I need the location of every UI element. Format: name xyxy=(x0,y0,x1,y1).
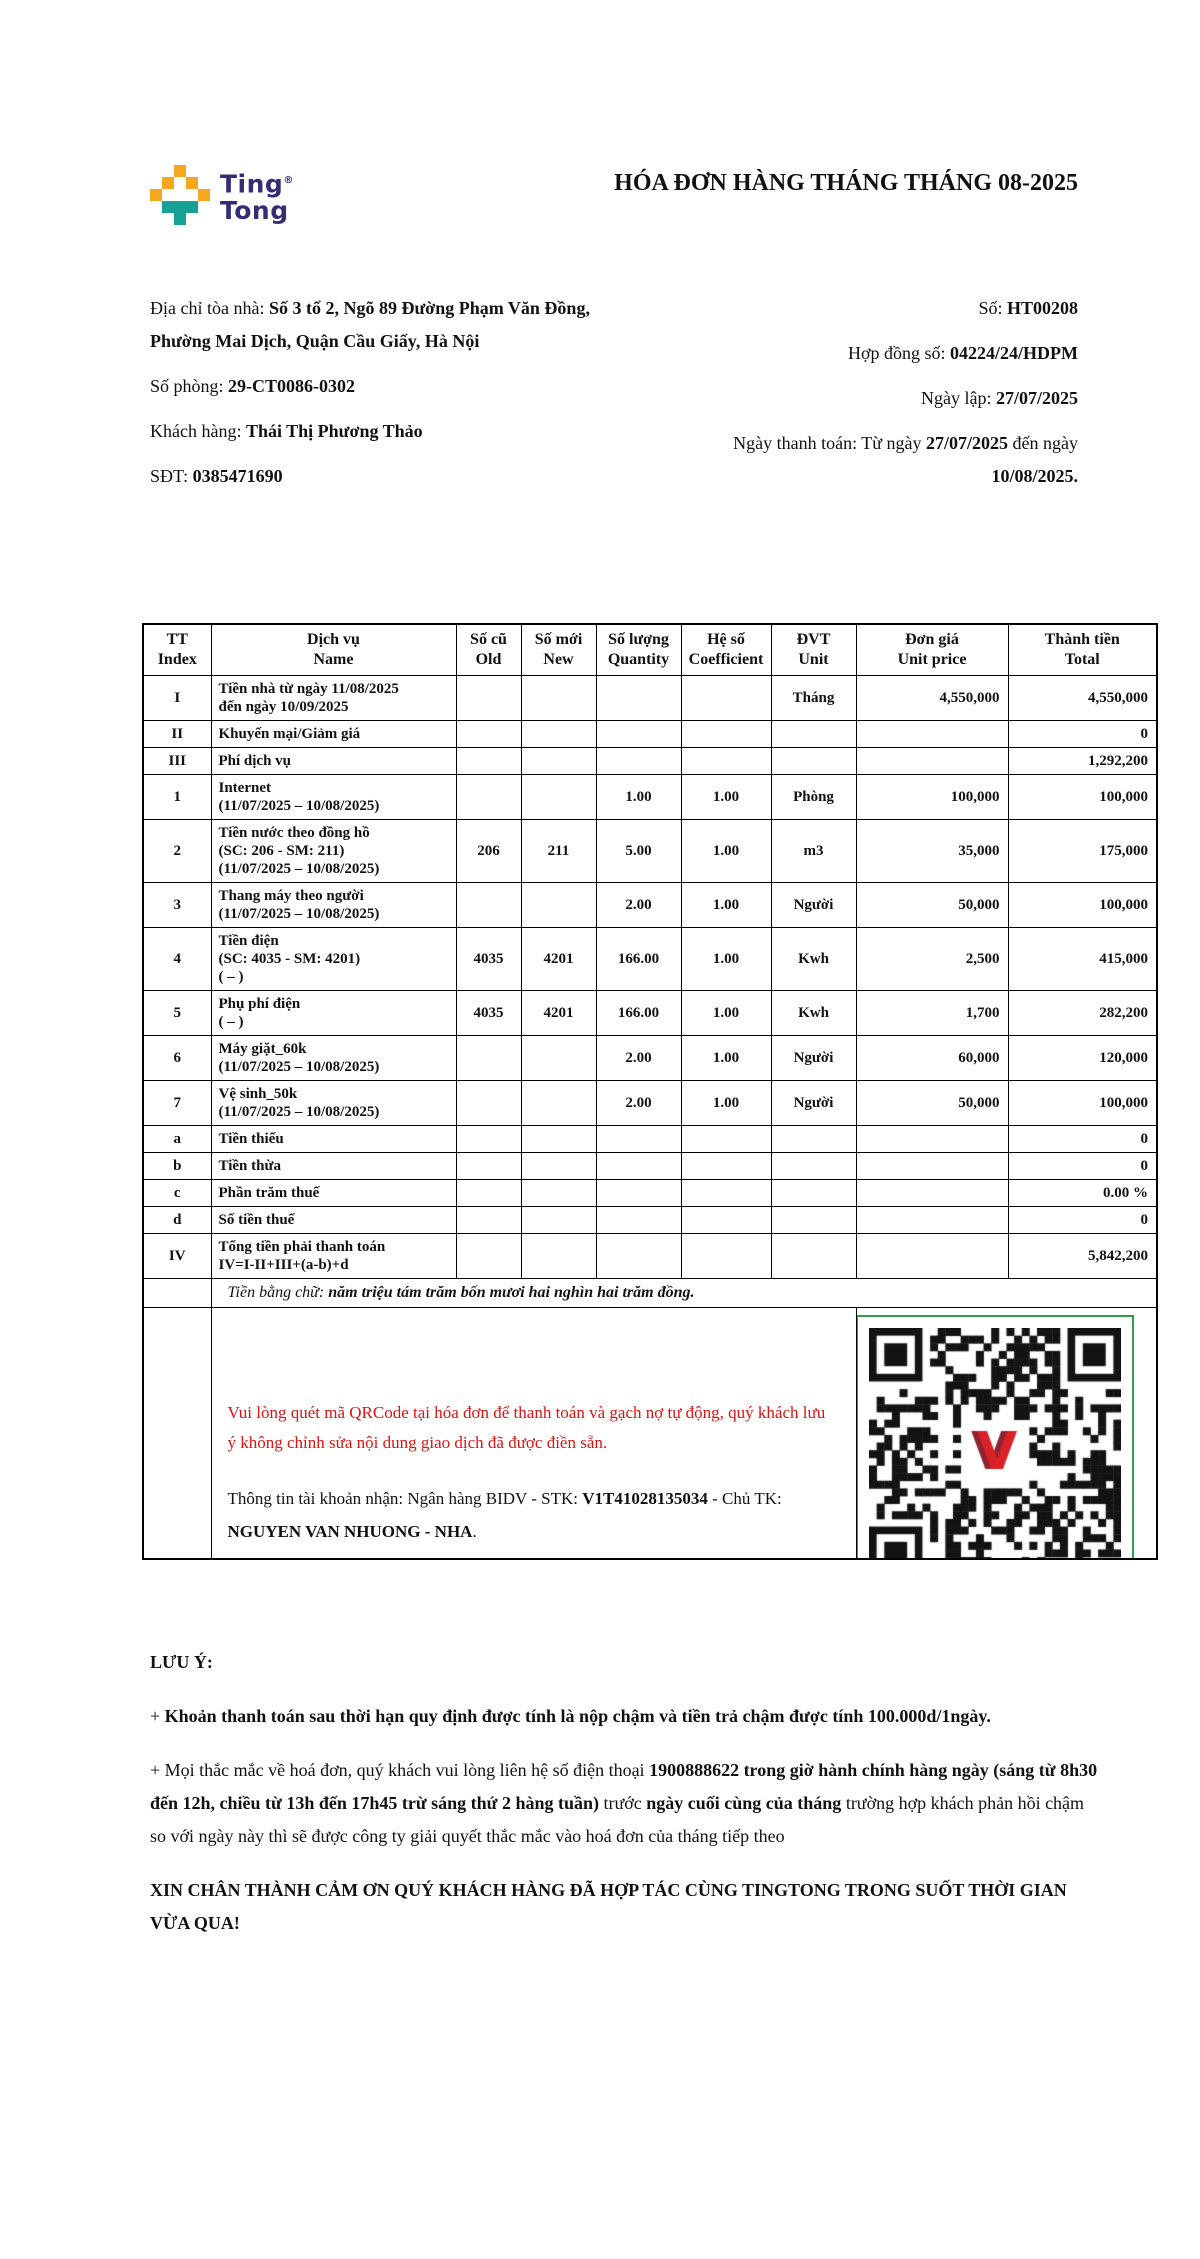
cell: 100,000 xyxy=(1008,1081,1157,1126)
cell: 2 xyxy=(143,820,211,883)
cell: 1.00 xyxy=(681,991,771,1036)
qr-code xyxy=(856,1315,1134,1559)
column-header: ĐVT Unit xyxy=(771,624,856,676)
cell xyxy=(456,1036,521,1081)
cell xyxy=(681,1153,771,1180)
cell: 5.00 xyxy=(596,820,681,883)
cell: 100,000 xyxy=(856,775,1008,820)
building-address: Địa chỉ tòa nhà: Số 3 tổ 2, Ngõ 89 Đường Phạm Văn Đồng, Phường Mai Dịch, Quận Cầu Giấy, Hà Nội xyxy=(150,298,590,351)
cell: 175,000 xyxy=(1008,820,1157,883)
empty-cell xyxy=(143,1279,211,1308)
cell xyxy=(456,1081,521,1126)
payment-period: Ngày thanh toán: Từ ngày 27/07/2025 đến ngày 10/08/2025. xyxy=(733,433,1078,486)
table-row xyxy=(143,1180,1157,1207)
cell: 1.00 xyxy=(596,775,681,820)
qr-cell xyxy=(856,1308,1157,1560)
invoice-number: Số: HT00208 xyxy=(978,298,1078,318)
cell xyxy=(596,1234,681,1279)
cell: Tháng xyxy=(771,676,856,721)
cell: Thang máy theo người (11/07/2025 – 10/08/2025) xyxy=(211,883,456,928)
cell xyxy=(521,1153,596,1180)
cell xyxy=(521,775,596,820)
cell xyxy=(596,1153,681,1180)
cell: c xyxy=(143,1180,211,1207)
cell xyxy=(596,1126,681,1153)
cell: 0 xyxy=(1008,1153,1157,1180)
cell: 1.00 xyxy=(681,883,771,928)
cell xyxy=(681,1234,771,1279)
contract-number: Hợp đồng số: 04224/24/HDPM xyxy=(847,343,1078,363)
qr-row xyxy=(143,1308,1157,1560)
cell: 6 xyxy=(143,1036,211,1081)
column-header: Hệ số Coefficient xyxy=(681,624,771,676)
customer-name: Khách hàng: Thái Thị Phương Thảo xyxy=(150,421,423,441)
cell: Phí dịch vụ xyxy=(211,748,456,775)
cell xyxy=(856,1126,1008,1153)
cell: Vệ sinh_50k (11/07/2025 – 10/08/2025) xyxy=(211,1081,456,1126)
cell xyxy=(456,775,521,820)
cell: Phần trăm thuế xyxy=(211,1180,456,1207)
cell: 282,200 xyxy=(1008,991,1157,1036)
table-row xyxy=(143,820,1157,883)
table-row xyxy=(143,721,1157,748)
cell xyxy=(456,1126,521,1153)
cell: Tiền thừa xyxy=(211,1153,456,1180)
cell: Máy giặt_60k (11/07/2025 – 10/08/2025) xyxy=(211,1036,456,1081)
cell xyxy=(771,721,856,748)
table-row xyxy=(143,928,1157,991)
cell: 211 xyxy=(521,820,596,883)
table-row xyxy=(143,883,1157,928)
cell xyxy=(596,676,681,721)
cell: Tiền nước theo đồng hồ (SC: 206 - SM: 211) (11/07/2025 – 10/08/2025) xyxy=(211,820,456,883)
cell: 4035 xyxy=(456,991,521,1036)
cell xyxy=(521,1207,596,1234)
column-header: TT Index xyxy=(143,624,211,676)
cell: 2.00 xyxy=(596,1081,681,1126)
cell: 2.00 xyxy=(596,883,681,928)
cell xyxy=(456,1234,521,1279)
cell: a xyxy=(143,1126,211,1153)
cell xyxy=(596,721,681,748)
qr-instructions xyxy=(211,1308,856,1560)
cell: Tiền điện (SC: 4035 - SM: 4201) ( – ) xyxy=(211,928,456,991)
column-header: Số mới New xyxy=(521,624,596,676)
cell xyxy=(456,1180,521,1207)
cell: 0 xyxy=(1008,721,1157,748)
cell xyxy=(521,676,596,721)
cell: Phụ phí điện ( – ) xyxy=(211,991,456,1036)
contact-note: + Mọi thắc mắc về hoá đơn, quý khách vui lòng liên hệ số điện thoại 1900888622 trong giờ hành chính hàng ngày (sáng từ 8h30 đến 12h, chiều từ 13h đến 17h45 trừ sáng thứ 2 hàng tuần) trước ngày cuối cùng của tháng trường hợp khách phản hồi chậm so với ngày này thì sẽ được công ty giải quyết thắc mắc vào hoá đơn của tháng tiếp theo xyxy=(150,1760,1098,1846)
table-row xyxy=(143,1234,1157,1279)
cell xyxy=(856,1180,1008,1207)
issue-date: Ngày lập: 27/07/2025 xyxy=(921,388,1078,408)
table-row xyxy=(143,1036,1157,1081)
registered-mark: ® xyxy=(283,175,294,186)
cell xyxy=(521,748,596,775)
cell: 100,000 xyxy=(1008,775,1157,820)
cell: Người xyxy=(771,1081,856,1126)
footer-notes xyxy=(150,1646,1102,1940)
cell xyxy=(771,1234,856,1279)
cell: 1.00 xyxy=(681,1036,771,1081)
cell: 5,842,200 xyxy=(1008,1234,1157,1279)
table-row xyxy=(143,676,1157,721)
cell xyxy=(681,1207,771,1234)
cell xyxy=(856,748,1008,775)
column-header: Dịch vụ Name xyxy=(211,624,456,676)
cell: Người xyxy=(771,883,856,928)
info-right xyxy=(686,292,1078,505)
room-number: Số phòng: 29-CT0086-0302 xyxy=(150,376,356,396)
late-payment-note: + Khoản thanh toán sau thời hạn quy định được tính là nộp chậm và tiền trả chậm được tính 100.000d/1ngày. xyxy=(150,1706,991,1726)
cell xyxy=(771,1153,856,1180)
cell: Kwh xyxy=(771,991,856,1036)
cell xyxy=(681,1180,771,1207)
cell: 4201 xyxy=(521,991,596,1036)
cell: 100,000 xyxy=(1008,883,1157,928)
cell: I xyxy=(143,676,211,721)
brand-line1: Ting xyxy=(220,169,284,199)
cell xyxy=(521,883,596,928)
cell: 7 xyxy=(143,1081,211,1126)
cell: 50,000 xyxy=(856,883,1008,928)
table-row xyxy=(143,991,1157,1036)
cell: Người xyxy=(771,1036,856,1081)
cell xyxy=(681,748,771,775)
cell: 1.00 xyxy=(681,1081,771,1126)
cell xyxy=(596,748,681,775)
brand xyxy=(150,165,294,225)
cell: Internet (11/07/2025 – 10/08/2025) xyxy=(211,775,456,820)
empty-cell xyxy=(143,1308,211,1560)
cell: 1 xyxy=(143,775,211,820)
cell: 1,700 xyxy=(856,991,1008,1036)
cell: 206 xyxy=(456,820,521,883)
qr-red-note: Vui lòng quét mã QRCode tại hóa đơn để thanh toán và gạch nợ tự động, quý khách lưu ý không chỉnh sửa nội dung giao dịch đã được điền sẵn. xyxy=(227,1403,826,1452)
cell xyxy=(856,1153,1008,1180)
cell xyxy=(771,1126,856,1153)
cell: b xyxy=(143,1153,211,1180)
amount-in-words-row xyxy=(143,1279,1157,1308)
cell xyxy=(681,676,771,721)
charges-table xyxy=(142,623,1158,1560)
cell xyxy=(456,1207,521,1234)
cell: 4,550,000 xyxy=(856,676,1008,721)
cell: 3 xyxy=(143,883,211,928)
cell: d xyxy=(143,1207,211,1234)
cell: Kwh xyxy=(771,928,856,991)
cell xyxy=(521,1234,596,1279)
cell: Tiền nhà từ ngày 11/08/2025 đến ngày 10/09/2025 xyxy=(211,676,456,721)
cell xyxy=(596,1207,681,1234)
cell xyxy=(456,1153,521,1180)
cell: 5 xyxy=(143,991,211,1036)
cell: 1.00 xyxy=(681,820,771,883)
brand-name xyxy=(220,167,294,224)
table-row xyxy=(143,1153,1157,1180)
cell: 50,000 xyxy=(856,1081,1008,1126)
cell: 1,292,200 xyxy=(1008,748,1157,775)
customer-phone: SĐT: 0385471690 xyxy=(150,466,283,486)
amount-in-words: Tiền bằng chữ: năm triệu tám trăm bốn mươi hai nghìn hai trăm đồng. xyxy=(211,1279,1157,1308)
cell: 4201 xyxy=(521,928,596,991)
cell: II xyxy=(143,721,211,748)
column-header: Số lượng Quantity xyxy=(596,624,681,676)
table-header-row xyxy=(143,624,1157,676)
cell xyxy=(456,676,521,721)
cell xyxy=(521,1081,596,1126)
cell: 1.00 xyxy=(681,928,771,991)
cell: 0 xyxy=(1008,1207,1157,1234)
cell: IV xyxy=(143,1234,211,1279)
cell xyxy=(456,883,521,928)
cell: 2.00 xyxy=(596,1036,681,1081)
column-header: Thành tiền Total xyxy=(1008,624,1157,676)
table-row xyxy=(143,1126,1157,1153)
cell: Tổng tiền phải thanh toán IV=I-II+III+(a-b)+d xyxy=(211,1234,456,1279)
cell xyxy=(856,721,1008,748)
qr-code-canvas xyxy=(869,1328,1121,1559)
cell: Số tiền thuế xyxy=(211,1207,456,1234)
cell: 4,550,000 xyxy=(1008,676,1157,721)
cell xyxy=(596,1180,681,1207)
cell xyxy=(856,1207,1008,1234)
table-row xyxy=(143,748,1157,775)
bank-account-info: Thông tin tài khoản nhận: Ngân hàng BIDV - STK: V1T41028135034 - Chủ TK: NGUYEN VAN NHUONG - NHA. xyxy=(227,1489,782,1541)
column-header: Đơn giá Unit price xyxy=(856,624,1008,676)
cell: 166.00 xyxy=(596,928,681,991)
header xyxy=(150,165,1078,240)
cell: Phòng xyxy=(771,775,856,820)
notes-heading: LƯU Ý: xyxy=(150,1652,213,1672)
invoice-info xyxy=(150,292,1078,505)
cell: 0.00 % xyxy=(1008,1180,1157,1207)
cell xyxy=(681,1126,771,1153)
cell xyxy=(521,1126,596,1153)
cell: 4 xyxy=(143,928,211,991)
cell: 60,000 xyxy=(856,1036,1008,1081)
invoice-title: HÓA ĐƠN HÀNG THÁNG THÁNG 08-2025 xyxy=(614,170,1078,196)
tingtong-logo-icon xyxy=(150,165,210,225)
cell xyxy=(521,1036,596,1081)
column-header: Số cũ Old xyxy=(456,624,521,676)
cell xyxy=(681,721,771,748)
cell: Khuyến mại/Giảm giá xyxy=(211,721,456,748)
cell xyxy=(521,721,596,748)
cell xyxy=(456,748,521,775)
thanks-message: XIN CHÂN THÀNH CẢM ƠN QUÝ KHÁCH HÀNG ĐÃ HỢP TÁC CÙNG TINGTONG TRONG SUỐT THỜI GIAN VỪA QUA! xyxy=(150,1880,1067,1933)
cell: 2,500 xyxy=(856,928,1008,991)
cell: Tiền thiếu xyxy=(211,1126,456,1153)
cell xyxy=(856,1234,1008,1279)
info-left xyxy=(150,292,625,505)
cell xyxy=(771,748,856,775)
cell xyxy=(771,1180,856,1207)
table-row xyxy=(143,775,1157,820)
cell: m3 xyxy=(771,820,856,883)
cell: 0 xyxy=(1008,1126,1157,1153)
cell xyxy=(521,1180,596,1207)
cell: 166.00 xyxy=(596,991,681,1036)
brand-line2: Tong xyxy=(220,196,289,226)
cell: 4035 xyxy=(456,928,521,991)
cell: III xyxy=(143,748,211,775)
cell xyxy=(771,1207,856,1234)
cell: 120,000 xyxy=(1008,1036,1157,1081)
cell: 35,000 xyxy=(856,820,1008,883)
charges-table-wrap xyxy=(142,623,1148,1560)
cell xyxy=(456,721,521,748)
cell: 415,000 xyxy=(1008,928,1157,991)
table-row xyxy=(143,1081,1157,1126)
table-row xyxy=(143,1207,1157,1234)
cell: 1.00 xyxy=(681,775,771,820)
